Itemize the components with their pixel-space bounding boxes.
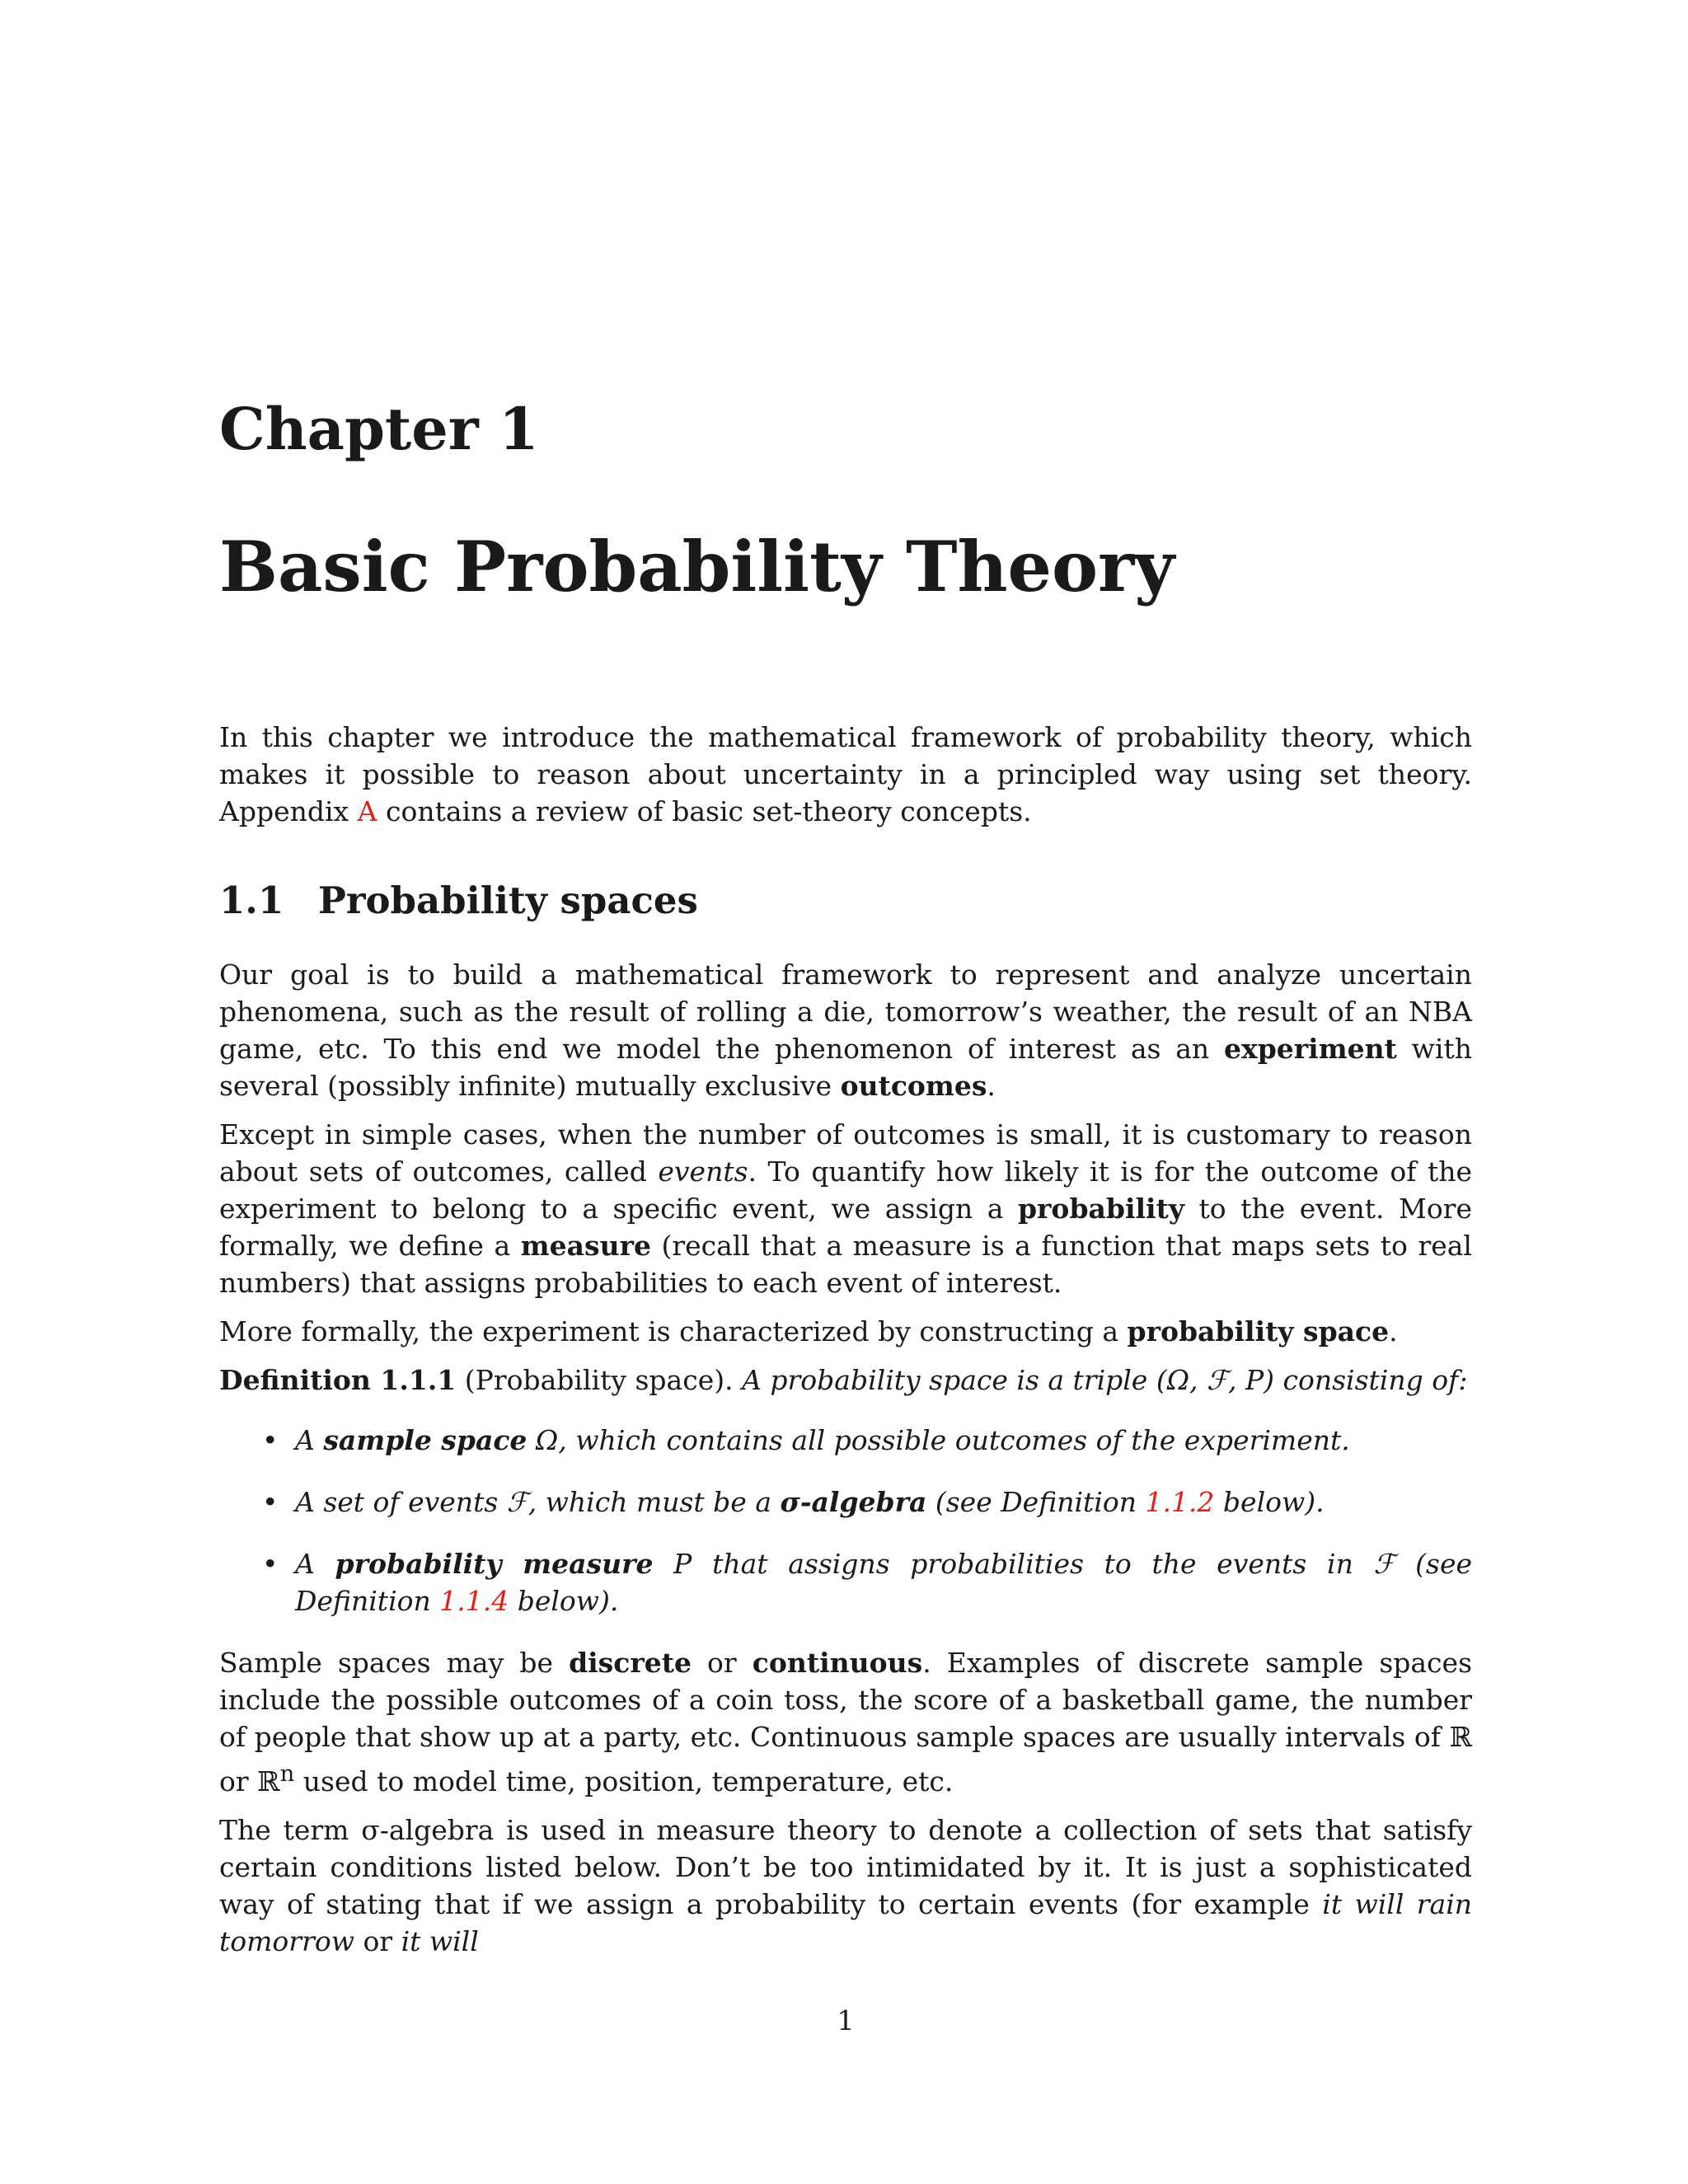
section-title: Probability spaces <box>318 879 698 922</box>
bullet-icon: • <box>262 1486 279 1518</box>
section-body <box>219 956 1472 1971</box>
term-events: events <box>658 1155 748 1188</box>
definition-label: Definition 1.1.1 <box>219 1364 457 1396</box>
para1-text1: Our goal is to build a mathematical framework to represent and analyze uncertain phenomena, such as the result of rolling a die, tomorrow’s weather, the result of an NBA game, etc. To this end we model the phenomenon of interest as an <box>219 958 1472 1065</box>
term-experiment: experiment <box>1224 1033 1397 1065</box>
term-continuous: continuous <box>752 1647 923 1679</box>
para2-text3: to the event. More formally, we define a <box>219 1193 1472 1262</box>
intro-text-end: contains a review of basic set-theory concepts. <box>377 795 1032 827</box>
para1-text3: . <box>987 1070 996 1102</box>
term-discrete: discrete <box>569 1647 692 1679</box>
intro-text: In this chapter we introduce the mathematical framework of probability theory, which makes it possible to reason about uncertainty in a principled way using set theory. Appendix <box>219 721 1472 827</box>
definition <box>219 1361 1472 1399</box>
superscript-n: n <box>279 1760 295 1787</box>
para4-text3: . Examples of discrete sample spaces include the possible outcomes of a coin toss, the score of a basketball game, the number of people that show up at a party, etc. Continuous sample spaces are usually intervals of ℝ or ℝ <box>219 1647 1473 1797</box>
section-heading <box>219 880 698 921</box>
paragraph-experiment <box>219 956 1472 1104</box>
page-number: 1 <box>837 2004 855 2036</box>
para4-text4: used to model time, position, temperature, etc. <box>294 1765 954 1797</box>
term-sigma-algebra: σ-algebra <box>780 1486 927 1518</box>
list-item <box>262 1483 1472 1521</box>
para3-text2: . <box>1389 1315 1398 1347</box>
chapter-label: Chapter 1 <box>219 395 539 463</box>
para2-text2: . To quantify how likely it is for the outcome of the experiment to belong to a specific event, we assign a <box>219 1155 1472 1225</box>
bullet-text: A <box>295 1424 324 1456</box>
para5-text1: The term σ-algebra is used in measure theory to denote a collection of sets that satisfy certain conditions listed below. Don’t be too intimidated by it. It is just a sophisticated way of stating that if we assign a probability to certain events (for example <box>219 1814 1472 1920</box>
para4-text2: or <box>691 1647 753 1679</box>
term-measure: measure <box>520 1230 651 1262</box>
bullet-text: (see Definition <box>926 1486 1146 1518</box>
bullet-icon: • <box>262 1424 279 1456</box>
paragraph-sample-spaces <box>219 1644 1472 1800</box>
definition-list <box>219 1422 1472 1619</box>
paragraph-sigma-algebra <box>219 1811 1472 1960</box>
paragraph-probability-space <box>219 1313 1472 1350</box>
bullet-text: below). <box>509 1585 619 1617</box>
term-probability-space: probability space <box>1127 1315 1390 1347</box>
term-outcomes: outcomes <box>840 1070 987 1102</box>
term-sample-space: sample space <box>323 1424 528 1456</box>
bullet-text: P that assigns probabilities to the events in ℱ (see Definition <box>295 1548 1473 1617</box>
section-number: 1.1 <box>219 879 284 922</box>
intro-paragraph <box>219 719 1472 830</box>
definition-body: A probability space is a triple (Ω, ℱ, P) consisting of: <box>733 1364 1468 1396</box>
bullet-text: A <box>295 1548 335 1580</box>
list-item <box>262 1422 1472 1459</box>
para5-text2: or <box>354 1925 401 1957</box>
appendix-link[interactable]: A <box>357 795 377 827</box>
definition-name: (Probability space). <box>456 1364 734 1396</box>
para4-text1: Sample spaces may be <box>219 1647 570 1679</box>
bullet-icon: • <box>262 1548 279 1580</box>
term-probability-measure: probability measure <box>335 1548 654 1580</box>
bullet-text: below). <box>1214 1486 1325 1518</box>
para1-text2: with several (possibly infinite) mutually exclusive <box>219 1033 1472 1102</box>
para2-text4: (recall that a measure is a function that maps sets to real numbers) that assigns probabilities to each event of interest. <box>219 1230 1472 1299</box>
bullet-text: A set of events ℱ, which must be a <box>295 1486 781 1518</box>
para3-text1: More formally, the experiment is characterized by constructing a <box>219 1315 1128 1347</box>
definition-link[interactable]: 1.1.4 <box>439 1585 509 1617</box>
term-probability: probability <box>1017 1193 1184 1225</box>
paragraph-events <box>219 1116 1472 1301</box>
example-will: it will <box>401 1925 479 1957</box>
definition-link[interactable]: 1.1.2 <box>1145 1486 1215 1518</box>
para2-text1: Except in simple cases, when the number of outcomes is small, it is customary to reason about sets of outcomes, called <box>219 1118 1472 1188</box>
list-item <box>262 1545 1473 1619</box>
bullet-text: Ω, which contains all possible outcomes of the experiment. <box>527 1424 1350 1456</box>
example-rain: it will rain tomorrow <box>219 1888 1473 1957</box>
chapter-title: Basic Probability Theory <box>219 526 1175 607</box>
